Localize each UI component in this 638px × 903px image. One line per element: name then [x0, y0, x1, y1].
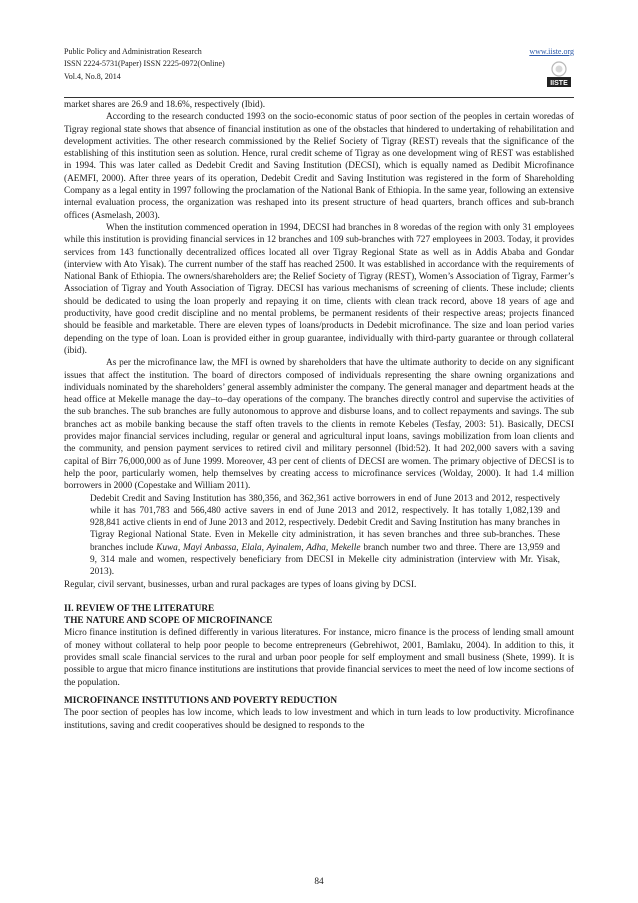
section-heading-poverty: MICROFINANCE INSTITUTIONS AND POVERTY REDUCTION: [64, 695, 338, 706]
paragraph-law: As per the microfinance law, the MFI is owned by shareholders that have the ultimate authority to decide on any significant issues that affect the institution. The board of directors composed of individuals representing the share owning organizations and individuals nominated by the shareholders’ general assembly administer the company. The general manager and department heads at the head office at Mekelle manage the day–to–day operations of the company. The branches directly control and supervise the activities of the sub branches. The sub branches are fully autonomous to approve and disburse loans, and to collect repayments and savings. The sub branches act as mobile banking because the staff often travels to the clients in remote Kebeles (Tesfay, 2003: 51). Basically, DECSI provides major financial services including, regular or general and agricultural input loans, savings mobilization from loan clients and the community, and pension payment services to retired civil and military personnel (Ibid:52). It had 202,000 savers with a saving capital of Birr 76,000,000 as of June 1999. Moreover, 43 per cent of clients of DECSI are women. The primary objective of DECSI is to help the poor, particularly women, help themselves by creating access to microfinance services (Wolday, 2000). It had 1.4 million borrowers in 2000 (Copestake and William 2011).: [64, 358, 574, 492]
paragraph-research: According to the research conducted 1993 on the socio-economic status of poor section of the peoples in certain woredas of Tigray regional state shows that absence of financial institution as one of the obstacles that hindered to undertaking of rehabilitation and development activities. The other research commissioned by the Relief Society of Tigray (REST) reveals that the significance of the establishing of this institution seen as solution. Hence, rural credit scheme of Tigray as one development wing of REST was established in 1994. This was later called as Dedebit Credit and Saving Institution (DECSI), which is equally named as Dedibit Microfinance (AEMFI, 2000). After three years of its operation, Dedebit Credit and Saving Institution was registered in the form of Shareholding Company as a legal entity in 1997 following the proclamation of the National Bank of Ethiopia. In the same year, following an extensive internal evaluation process, the organization was reshaped into its present structure of head quarters, branch offices and sub-branch offices (Asmelash, 2003).: [64, 112, 574, 221]
volume-line: Vol.4, No.8, 2014: [64, 72, 121, 81]
issn-line: ISSN 2224-5731(Paper) ISSN 2225-0972(Online): [64, 59, 225, 68]
paragraph-operations: When the institution commenced operation in 1994, DECSI had branches in 8 woredas of the region with only 31 employees while this institution is providing financial services in 12 branches and 109 sub-branches with 727 employees in 2003. Today, it provides services from 143 functionally decentralized offices located all over Tigray Regional State as well as in Addis Ababa and Gondar (interview with Ato Yisak). The current number of the staff has reached 2500. It was established in accordance with the requirements of National Bank of Ethiopia. The owners/shareholders are; the Relief Society of Tigray (REST), Women’s Association of Tigray, Farmer’s Association of Tigray and Youth Association of Tigray. DECSI has various mechanisms of screening of clients. These include; clients should be dedicated to using the loan properly and repaying it on time, clients with clean track record, above 18 years of age and productivity, have good credit discipline and no mental problems, be permanent residents of their respective areas; projects financed should be feasible and marketable. There are eleven types of loans/products in Dedebit microfinance. The size and loan period varies depending on the type of loan. Loan is provided either in group guarantee, individually with third-party guarantee or through collateral (ibid).: [64, 222, 574, 356]
statistics-text: Dedebit Credit and Saving Institution has 380,356, and 362,361 active borrowers in end of June 2013 and 2012, respectively while it has 701,783 and 566,480 active savers in end of June 2013 and 2012, respectively. It has totally 1,082,139 and 928,841 active clients in end of June 2013 and 2012, respectively. Dedebit Credit and Saving Institution has many branches in Tigray Regional National State. Even in Mekelle city administration, it has seven branches and three sub-branches. These branches include: [90, 493, 560, 553]
paragraph-poverty: The poor section of peoples has low income, which leads to low investment and which in turn leads to low productivity. Microfinance institutions, saving and credit cooperatives should be designed to responds to the: [64, 708, 574, 731]
header-rule: [64, 97, 574, 98]
page-number: 84: [314, 877, 324, 887]
paragraph-microfinance-definition: Micro finance institution is defined differently in various literatures. For instance, micro finance is the process of lending small amount of money without collateral to help poor people to become entrepreneurs (Gebrehiwot, 2001, Bamlaku, 2004). In addition to this, it provides small scale financial services to the rural and urban poor people for self employment and small business (Shete, 1999). It is possible to argue that micro finance institutions are institutions that provide financial services to meet the need of low income sections of the population.: [64, 628, 574, 688]
section-heading-review: II. REVIEW OF THE LITERATURE: [64, 603, 215, 614]
logo-text: IISTE: [550, 80, 568, 87]
paragraph-statistics: [90, 493, 574, 579]
branch-names: Kuwa, Mayi Anbassa, Elala, Ayinalem, Adha, Mekelle: [156, 542, 361, 553]
paragraph-loan-types: Regular, civil servant, businesses, urban and rural packages are types of loans giving by DCSI.: [64, 579, 417, 590]
section-heading-nature: THE NATURE AND SCOPE OF MICROFINANCE: [64, 616, 273, 627]
journal-url-link[interactable]: www.iiste.org: [529, 47, 574, 56]
statistics-text-end: branch number two and three. There are 13,959 and 9, 314 male and women, respectively beneficiary from DECSI in Mekelle city administration (interview with Mr. Yisak, 2013).: [90, 542, 560, 578]
journal-name: Public Policy and Administration Research: [64, 47, 202, 56]
paragraph-intro: market shares are 26.9 and 18.6%, respectively (Ibid).: [64, 100, 266, 110]
article-body: [64, 99, 574, 732]
iiste-logo: [546, 60, 572, 88]
